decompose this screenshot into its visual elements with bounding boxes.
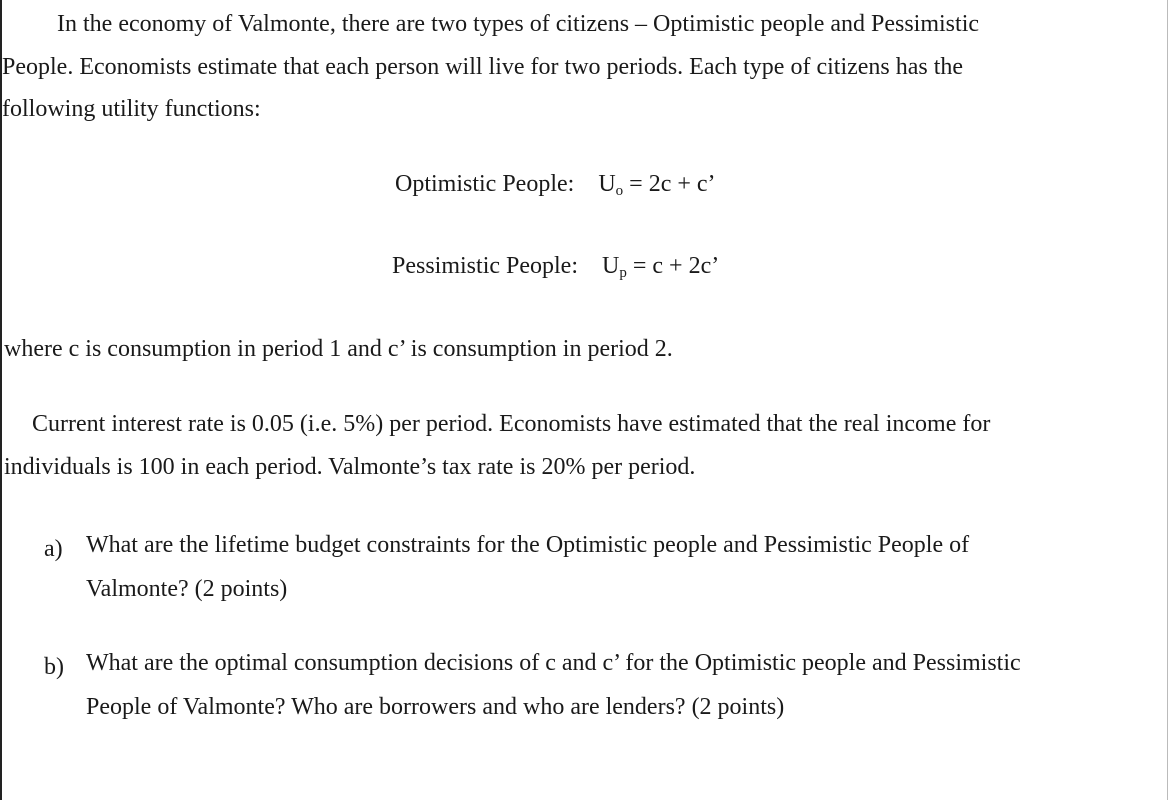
equation-pessimistic [392,254,719,281]
equation-lhs: U [602,253,620,279]
intro-line-1: In the economy of Valmonte, there are two types of citizens – Optimistic people and Pessimistic [57,11,980,37]
question-a-label: a) [44,536,63,562]
equation-rhs: = 2c + c’ [623,171,716,197]
question-b-line-1: What are the optimal consumption decisions of c and c’ for the Optimistic people and Pessimistic [86,650,1021,676]
context-line-2: individuals is 100 in each period. Valmonte’s tax rate is 20% per period. [4,454,696,480]
equation-label: Optimistic People: [395,171,575,197]
equation-subscript: p [619,265,627,281]
question-a-line-2: Valmonte? (2 points) [86,576,288,602]
where-line: where c is consumption in period 1 and c’ is consumption in period 2. [4,336,673,362]
question-b-line-2: People of Valmonte? Who are borrowers and who are lenders? (2 points) [86,694,785,720]
equation-label: Pessimistic People: [392,253,578,279]
context-line-1: Current interest rate is 0.05 (i.e. 5%) per period. Economists have estimated that the real income for [32,411,991,437]
intro-line-3: following utility functions: [2,96,261,122]
equation-optimistic [395,172,716,199]
equation-subscript: o [615,183,624,199]
intro-line-2: People. Economists estimate that each person will live for two periods. Each type of citizens has the [2,54,964,80]
question-a-line-1: What are the lifetime budget constraints for the Optimistic people and Pessimistic People of [86,532,970,558]
equation-rhs: = c + 2c’ [626,253,720,279]
question-b-label: b) [44,654,64,680]
equation-lhs: U [598,171,616,197]
